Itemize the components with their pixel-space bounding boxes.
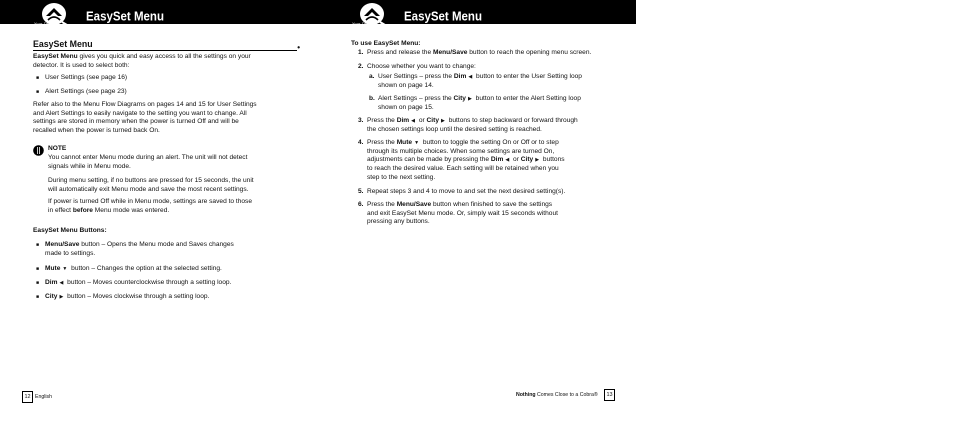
step-number: 3. <box>358 117 364 124</box>
page-header <box>318 0 636 24</box>
right-arrow-icon <box>466 95 474 102</box>
intro-paragraph: EasySet Menu gives you quick and easy access to all the settings on your detector. It is used to select both: <box>33 53 251 69</box>
logo-text: Your Detector <box>352 21 378 26</box>
list-item: ■ Menu/Save button – Opens the Menu mode and Saves changes made to settings. <box>45 241 305 258</box>
step-number: 5. <box>358 188 364 195</box>
right-page <box>318 0 636 424</box>
reference-paragraph: Refer also to the Menu Flow Diagrams on pages 14 and 15 for User Settings and Alert Settings to easily navigate to the setting you want to change. All settings are stored in memory when the power is turned Off and will be recalled when the power is turned back On. <box>33 101 257 135</box>
page-header <box>0 0 318 24</box>
step-text: User Settings – press the Dim◀ button to enter the User Setting loop shown on page 14. <box>378 73 633 90</box>
page-number: 12 <box>22 391 33 403</box>
list-item: ■ Mute▼ button – Changes the option at the selected setting. <box>45 265 305 274</box>
step-text: Choose whether you want to change: <box>367 63 476 70</box>
page-number: 13 <box>604 389 615 401</box>
right-arrow-icon <box>533 156 541 163</box>
step-number: 6. <box>358 201 364 208</box>
header-title: EasySet Menu <box>404 10 482 24</box>
footer-language: English <box>35 394 53 400</box>
left-arrow-icon <box>409 117 417 124</box>
note-paragraph: During menu setting, if no buttons are pressed for 15 seconds, the unit will automatically exit Menu mode and save the most recent settings. <box>48 177 254 193</box>
use-title: To use EasySet Menu: <box>351 40 421 47</box>
step-number: 4. <box>358 139 364 146</box>
step-sub-label: b. <box>369 95 375 102</box>
left-page <box>0 0 318 424</box>
logo-text: Your Detector <box>34 21 60 26</box>
list-item: ■ Alert Settings (see page 23) <box>45 88 127 97</box>
step-text: Press the Menu/Save button when finished to save the settings and exit EasySet Menu mode. Or, simply wait 15 seconds without pressing any buttons. <box>367 201 558 226</box>
step-text: Press the Dim◀ or City▶ buttons to step backward or forward through the chosen settings loop until the desired setting is reached. <box>367 117 632 134</box>
step-number: 2. <box>358 63 364 70</box>
step-sub-label: a. <box>369 73 375 80</box>
header-title: EasySet Menu <box>86 10 164 24</box>
note-label: NOTE <box>48 145 67 152</box>
footer-tagline: Nothing Comes Close to a Cobra® <box>516 392 598 398</box>
note-paragraph: You cannot enter Menu mode during an alert. The unit will not detect signals while in Menu mode. <box>48 154 248 170</box>
right-arrow-icon <box>439 117 447 124</box>
step-text: Repeat steps 3 and 4 to move to and set the next desired setting(s). <box>367 188 566 195</box>
list-item: ■ User Settings (see page 16) <box>45 74 127 83</box>
note-paragraph: If power is turned Off while in Menu mode, settings are saved to those in effect before Menu mode was entered. <box>48 198 253 214</box>
step-text: Press the Mute▼ button to toggle the setting On or Off or to step through its multiple choices. When some settings are turned On, adjustments can be made by pressing the Dim◀ or City▶ buttons to reach the desired value. Each setting will be retained when you step to the next setting. <box>367 139 632 183</box>
list-item: ■ Dim◀ button – Moves counterclockwise through a setting loop. <box>45 279 305 288</box>
list-item: ■ City▶ button – Moves clockwise through a setting loop. <box>45 293 305 302</box>
buttons-title: EasySet Menu Buttons: <box>33 227 107 234</box>
down-arrow-icon <box>412 139 421 146</box>
step-text: Alert Settings – press the City▶ button to enter the Alert Setting loop shown on page 15. <box>378 95 633 112</box>
down-arrow-icon <box>60 265 69 272</box>
section-title: EasySet Menu • <box>33 39 300 52</box>
note-icon <box>33 145 44 156</box>
step-number: 1. <box>358 49 364 56</box>
step-text: Press and release the Menu/Save button to reach the opening menu screen. <box>367 49 592 56</box>
